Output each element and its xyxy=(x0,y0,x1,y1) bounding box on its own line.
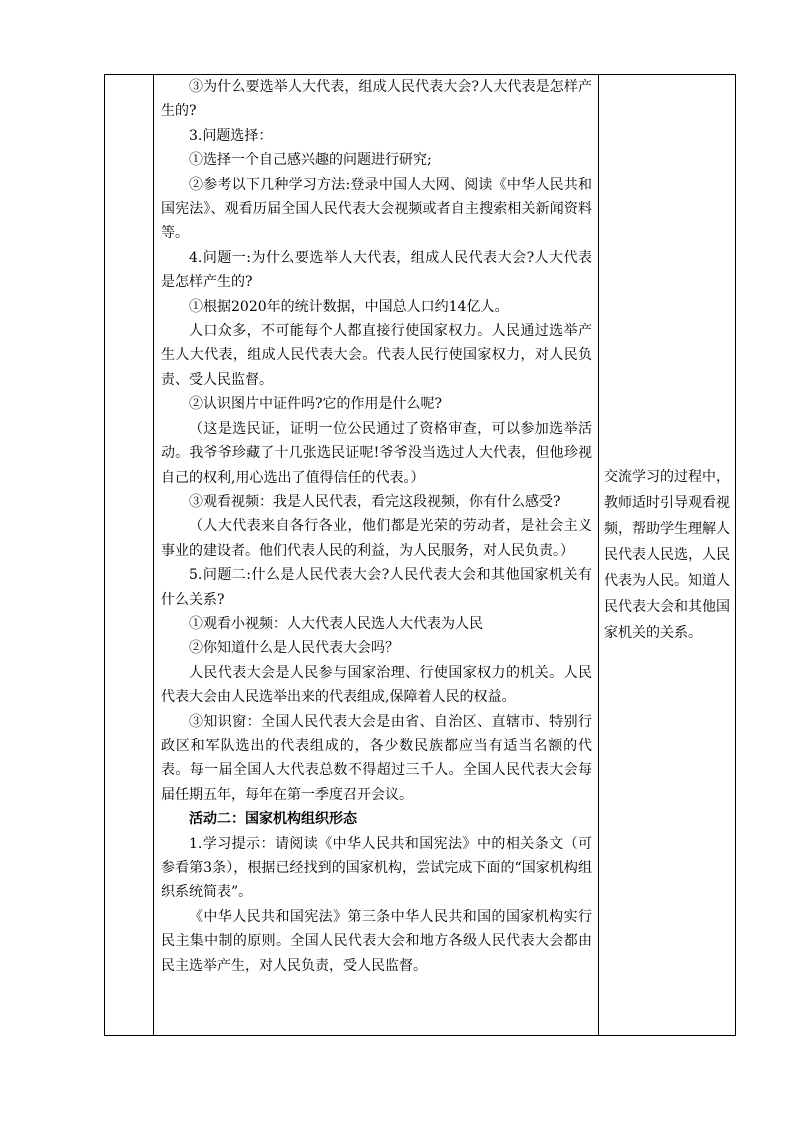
npc-question: ②你知道什么是人民代表大会吗？ xyxy=(189,640,399,657)
empty-left-cell xyxy=(105,75,154,1036)
table-row xyxy=(105,75,736,1036)
question-two-heading: 5.问题二:什么是人民代表大会?人民代表大会和其他国家机关有什么关系? xyxy=(161,567,592,608)
design-intent-cell xyxy=(599,75,736,1036)
step-3-item-1: ①选择一个自己感兴趣的问题进行研究; xyxy=(189,152,432,169)
video-question: ③观看视频：我是人民代表，看完这段视频，你有什么感受? xyxy=(189,493,561,510)
step-3-heading: 3.问题选择： xyxy=(189,127,273,144)
activity-two-heading: 活动二：国家机构组织形态 xyxy=(189,811,357,828)
teaching-content-cell xyxy=(154,75,599,1036)
knowledge-window: ③知识窗：全国人民代表大会是由省、自治区、直辖市、特别行政区和军队选出的代表组成的，各少数民族都应当有适当名额的代表。每一届全国人大代表总数不得超过三千人。全国人民代表大会每届任期五年，每年在第一季度召开会议。 xyxy=(161,713,592,803)
npc-answer: 人民代表大会是人民参与国家治理、行使国家权力的机关。人民代表大会由人民选举出来的代表组成,保障着人民的权益。 xyxy=(161,664,592,706)
short-video-item: ①观看小视频：人大代表人民选人大代表为人民 xyxy=(189,615,483,632)
video-answer: （人大代表来自各行各业，他们都是光荣的劳动者，是社会主义事业的建设者。他们代表人民的利益，为人民服务，对人民负责。） xyxy=(161,518,592,559)
voter-card-answer: （这是选民证，证明一位公民通过了资格审查，可以参加选举活动。我爷爷珍藏了十几张选民证呢!爷爷没当选过人大代表，但他珍视自己的权利,用心选出了值得信任的代表。） xyxy=(161,420,592,486)
teaching-content xyxy=(154,75,598,978)
question-one-heading: 4.问题一:为什么要选举人大代表，组成人民代表大会?人大代表是怎样产生的? xyxy=(161,249,592,291)
design-intent xyxy=(599,464,735,646)
population-fact: ①根据2020年的统计数据，中国总人口约14亿人。 xyxy=(189,298,509,315)
population-explanation: 人口众多，不可能每个人都直接行使国家权力。人民通过选举产生人大代表，组成人民代表大会。代表人民行使国家权力，对人民负责、受人民监督。 xyxy=(161,323,592,388)
constitution-article-3: 《中华人民共和国宪法》第三条中华人民共和国的国家机构实行民主集中制的原则。全国人民代表大会和地方各级人民代表大会都由民主选举产生，对人民负责，受人民监督。 xyxy=(161,908,592,974)
step-3-item-2: ②参考以下几种学习方法:登录中国人大网、阅读《中华人民共和国宪法》、观看历届全国人民代表大会视频或者自主搜索相关新闻资料等。 xyxy=(161,176,592,242)
side-note-text: 交流学习的过程中，教师适时引导观看视频，帮助学生理解人民代表人民选，人民代表为人民。知道人民代表大会和其他国家机关的关系。 xyxy=(604,469,730,641)
question-3-text: ③为什么要选举人大代表，组成人民代表大会?人大代表是怎样产生的? xyxy=(161,79,592,120)
voter-card-question: ②认识图片中证件吗?它的作用是什么呢? xyxy=(189,396,443,413)
study-tip: 1.学习提示：请阅读《中华人民共和国宪法》中的相关条文（可参看第3条），根据已经找到的国家机构，尝试完成下面的“国家机构组织系统简表”。 xyxy=(161,835,592,901)
lesson-table xyxy=(104,74,736,1036)
